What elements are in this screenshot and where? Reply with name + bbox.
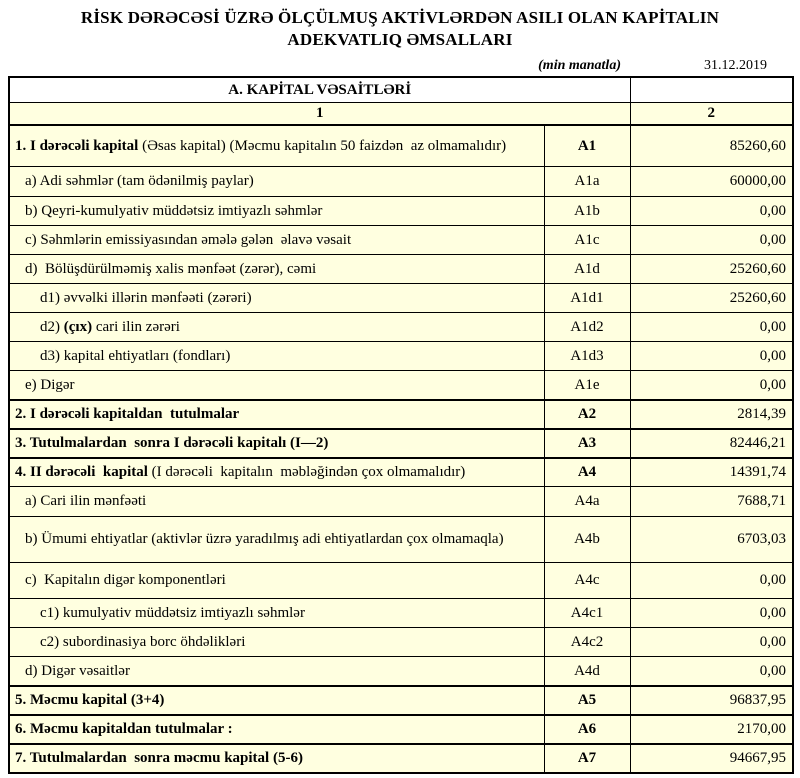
row-label: c) Kapitalın digər komponentləri <box>9 563 544 599</box>
row-value: 0,00 <box>630 563 793 599</box>
row-value: 6703,03 <box>630 517 793 563</box>
row-value: 14391,74 <box>630 458 793 487</box>
row-value: 25260,60 <box>630 284 793 313</box>
row-value: 0,00 <box>630 628 793 657</box>
row-code: A1d1 <box>544 284 630 313</box>
table-row <box>9 197 793 226</box>
row-code: A1d <box>544 255 630 284</box>
column-number-row <box>9 103 793 125</box>
row-label: c2) subordinasiya borc öhdəlikləri <box>9 628 544 657</box>
row-label: a) Adi səhmlər (tam ödənilmiş paylar) <box>9 167 544 197</box>
row-value: 82446,21 <box>630 429 793 458</box>
row-label: 1. I dərəcəli kapital (Əsas kapital) (Məcmu kapitalın 50 faizdən az olmamalıdır) <box>9 125 544 167</box>
table-row <box>9 744 793 773</box>
table-row <box>9 686 793 715</box>
row-value: 2170,00 <box>630 715 793 744</box>
row-label: a) Cari ilin mənfəəti <box>9 487 544 517</box>
col-number-2: 2 <box>630 103 793 125</box>
row-code: A1d2 <box>544 313 630 342</box>
section-header: A. KAPİTAL VƏSAİTLƏRİ <box>9 77 630 103</box>
table-row <box>9 517 793 563</box>
unit-note: (min manatla) <box>538 57 621 73</box>
section-header-row <box>9 77 793 103</box>
table-row <box>9 255 793 284</box>
row-code: A3 <box>544 429 630 458</box>
row-code: A4a <box>544 487 630 517</box>
table-row <box>9 400 793 429</box>
row-value: 0,00 <box>630 599 793 628</box>
table-row <box>9 657 793 686</box>
row-code: A4c2 <box>544 628 630 657</box>
row-code: A4d <box>544 657 630 686</box>
row-label: d) Bölüşdürülməmiş xalis mənfəət (zərər), cəmi <box>9 255 544 284</box>
row-label: b) Ümumi ehtiyatlar (aktivlər üzrə yaradılmış adi ehtiyatlardan çox olmamaqla) <box>9 517 544 563</box>
row-label: b) Qeyri-kumulyativ müddətsiz imtiyazlı səhmlər <box>9 197 544 226</box>
table-row <box>9 342 793 371</box>
row-label: 4. II dərəcəli kapital (I dərəcəli kapitalın məbləğindən çox olmamalıdır) <box>9 458 544 487</box>
row-code: A1 <box>544 125 630 167</box>
row-value: 85260,60 <box>630 125 793 167</box>
row-code: A1d3 <box>544 342 630 371</box>
meta-row <box>8 52 792 76</box>
row-value: 60000,00 <box>630 167 793 197</box>
row-code: A5 <box>544 686 630 715</box>
row-code: A1c <box>544 226 630 255</box>
table-row <box>9 284 793 313</box>
title-line-2: ADEKVATLIQ ƏMSALLARI <box>287 30 513 50</box>
table-row <box>9 458 793 487</box>
row-label: d2) (çıx) cari ilin zərəri <box>9 313 544 342</box>
row-value: 25260,60 <box>630 255 793 284</box>
row-code: A4c1 <box>544 599 630 628</box>
report-date: 31.12.2019 <box>704 57 767 73</box>
row-label: d1) əvvəlki illərin mənfəəti (zərəri) <box>9 284 544 313</box>
row-label: 3. Tutulmalardan sonra I dərəcəli kapitalı (I—2) <box>9 429 544 458</box>
row-code: A2 <box>544 400 630 429</box>
table-row <box>9 628 793 657</box>
section-header-empty-cell <box>630 77 793 103</box>
table-row <box>9 313 793 342</box>
col-number-1: 1 <box>9 103 630 125</box>
row-value: 0,00 <box>630 313 793 342</box>
row-label: 7. Tutulmalardan sonra məcmu kapital (5-6) <box>9 744 544 773</box>
table-row <box>9 599 793 628</box>
capital-table <box>8 76 794 774</box>
table-row <box>9 371 793 400</box>
row-value: 0,00 <box>630 657 793 686</box>
table-row <box>9 226 793 255</box>
row-code: A4b <box>544 517 630 563</box>
table-row <box>9 487 793 517</box>
table-row <box>9 715 793 744</box>
table-row <box>9 429 793 458</box>
row-code: A1e <box>544 371 630 400</box>
row-label: d3) kapital ehtiyatları (fondları) <box>9 342 544 371</box>
row-label: 2. I dərəcəli kapitaldan tutulmalar <box>9 400 544 429</box>
row-value: 0,00 <box>630 197 793 226</box>
row-value: 2814,39 <box>630 400 793 429</box>
table-row <box>9 167 793 197</box>
table-row <box>9 125 793 167</box>
row-value: 7688,71 <box>630 487 793 517</box>
row-code: A4c <box>544 563 630 599</box>
row-code: A4 <box>544 458 630 487</box>
page-title <box>8 7 792 52</box>
row-code: A1b <box>544 197 630 226</box>
row-value: 0,00 <box>630 342 793 371</box>
title-line-1: RİSK DƏRƏCƏSİ ÜZRƏ ÖLÇÜLMUŞ AKTİVLƏRDƏN ASILI OLAN KAPİTALIN <box>80 8 720 27</box>
row-value: 0,00 <box>630 226 793 255</box>
row-label: 5. Məcmu kapital (3+4) <box>9 686 544 715</box>
capital-table-body <box>9 125 793 773</box>
row-label: c1) kumulyativ müddətsiz imtiyazlı səhmlər <box>9 599 544 628</box>
row-value: 0,00 <box>630 371 793 400</box>
row-value: 94667,95 <box>630 744 793 773</box>
row-code: A6 <box>544 715 630 744</box>
row-label: c) Səhmlərin emissiyasından əmələ gələn əlavə vəsait <box>9 226 544 255</box>
row-code: A1a <box>544 167 630 197</box>
row-value: 96837,95 <box>630 686 793 715</box>
row-label: 6. Məcmu kapitaldan tutulmalar : <box>9 715 544 744</box>
row-label: e) Digər <box>9 371 544 400</box>
row-label: d) Digər vəsaitlər <box>9 657 544 686</box>
row-code: A7 <box>544 744 630 773</box>
table-row <box>9 563 793 599</box>
